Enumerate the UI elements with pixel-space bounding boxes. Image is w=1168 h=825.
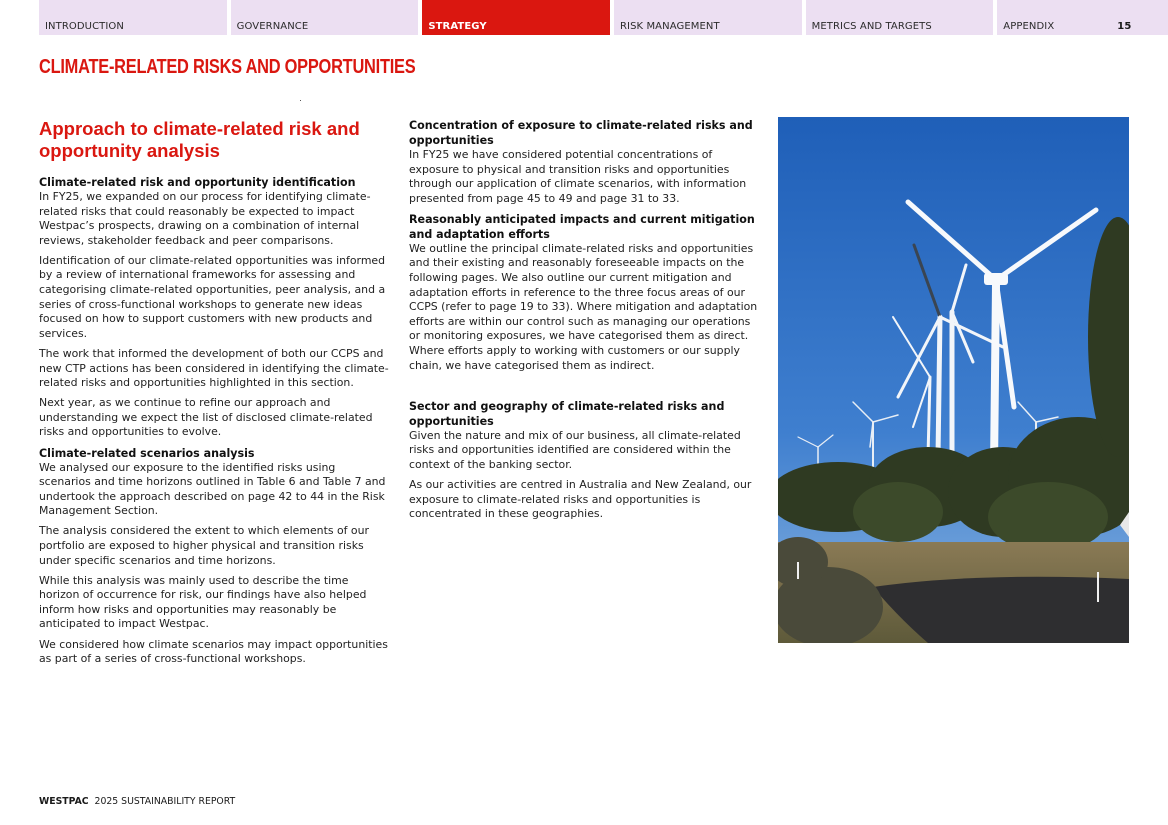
paragraph: We analysed our exposure to the identified risks using scenarios and time horizons outlined in Table 6 and Table 7 and undertook the approach described on page 42 to 44 in the Risk Management Section. [39, 460, 386, 518]
tab-label: INTRODUCTION [45, 21, 124, 32]
tab-strategy[interactable] [422, 0, 610, 35]
tab-label: METRICS AND TARGETS [811, 21, 932, 32]
top-nav [39, 0, 1168, 35]
paragraph: The analysis considered the extent to which elements of our portfolio are exposed to higher physical and transition risks under specific scenarios and time horizons. [39, 524, 369, 567]
paragraph: The work that informed the development of both our CCPS and new CTP actions has been considered in identifying the climate-related risks and opportunities highlighted in this section. [39, 346, 389, 390]
paragraph: We outline the principal climate-related risks and opportunities and their existing and reasonably foreseeable impacts on the following pages. We also outline our current mitigation and adaptation efforts in reference to the three focus areas of our CCPS (refer to page 19 to 33). Where mitigation and adaptation efforts are within our control such as managing our operations or monitoring exposures, we have categorised them as direct. Where efforts apply to working with customers or our supply chain, we have categorised them as indirect. [409, 241, 758, 372]
subheading-sector-geography: Sector and geography of climate-related risks and opportunities [409, 399, 725, 428]
tab-risk-management[interactable] [614, 0, 802, 35]
tab-label: STRATEGY [428, 21, 487, 32]
paragraph: We considered how climate scenarios may impact opportunities as part of a series of cross-functional workshops. [39, 637, 388, 666]
tab-label: RISK MANAGEMENT [619, 21, 720, 32]
subheading-scenarios: Climate-related scenarios analysis [39, 446, 255, 460]
tab-metrics-and-targets[interactable] [806, 0, 994, 35]
paragraph: Identification of our climate-related opportunities was informed by a review of international frameworks for assessing and categorising climate-related opportunities, peer analysis, and a series of cross-functional workshops to generate new ideas focused on how to support customers with new products and services. [39, 253, 386, 340]
section-title: CLIMATE-RELATED RISKS AND OPPORTUNITIES [39, 56, 416, 78]
paragraph: As our activities are centred in Australia and New Zealand, our exposure to climate-related risks and opportunities is concentrated in these geographies. [409, 478, 752, 521]
tab-appendix[interactable] [997, 0, 1168, 35]
tab-governance[interactable] [231, 0, 419, 35]
page-number: 15 [1117, 21, 1132, 32]
tab-label: GOVERNANCE [236, 21, 309, 32]
subheading-concentration: Concentration of exposure to climate-related risks and opportunities [409, 119, 753, 147]
left-column [39, 118, 389, 672]
subheading-impacts: Reasonably anticipated impacts and current mitigation and adaptation efforts [409, 212, 755, 241]
paragraph: While this analysis was mainly used to describe the time horizon of occurrence for risk, our findings have also helped inform how risks and opportunities may reasonably be anticipated to impact Westpac. [39, 573, 367, 631]
tab-label: APPENDIX [1003, 21, 1055, 32]
paragraph: In FY25 we have considered potential concentrations of exposure to physical and transition risks and opportunities through our application of climate scenarios, with information presented from page 45 to 49 and page 31 to 33. [409, 148, 747, 205]
footer [39, 796, 235, 807]
paragraph: In FY25, we expanded on our process for identifying climate-related risks that could reasonably be expected to impact Westpac’s prospects, drawing on a combination of internal reviews, stakeholder feedback and peer comparisons. [39, 190, 371, 247]
section-heading: Approach to climate-related risk and opportunity analysis [39, 118, 360, 161]
paragraph: Given the nature and mix of our business, all climate-related risks and opportunities identified are considered within the context of the banking sector. [409, 428, 741, 471]
footer-report: 2025 SUSTAINABILITY REPORT [94, 796, 236, 807]
tab-introduction[interactable] [39, 0, 227, 35]
stray-dot [300, 100, 301, 101]
paragraph: Next year, as we continue to refine our approach and understanding we expect the list of disclosed climate-related risks and opportunities to evolve. [39, 396, 373, 439]
footer-brand: WESTPAC [39, 796, 89, 807]
middle-column [409, 118, 761, 527]
subheading-identification: Climate-related risk and opportunity identification [39, 176, 356, 189]
wind-turbine-photo [778, 117, 1129, 643]
